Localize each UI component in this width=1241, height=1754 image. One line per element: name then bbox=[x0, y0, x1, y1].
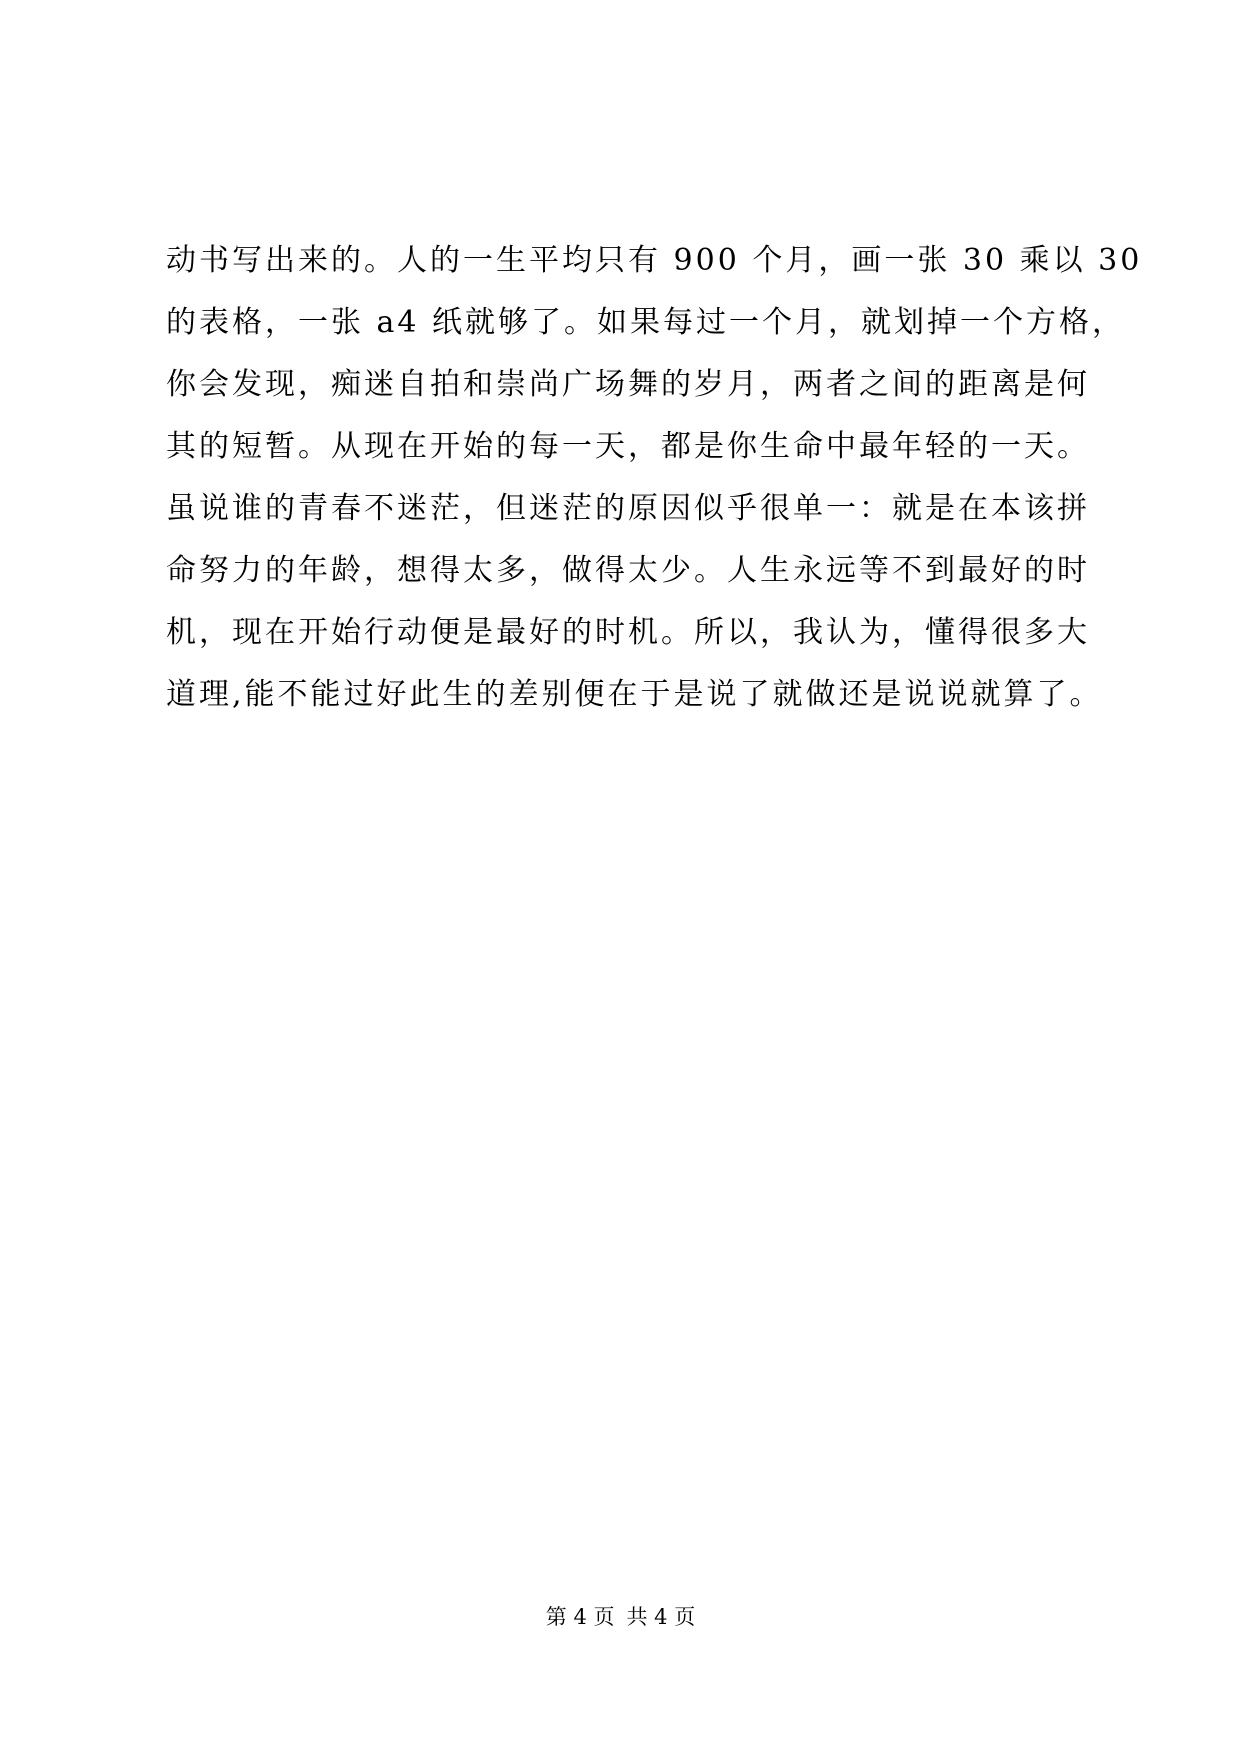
body-paragraph bbox=[166, 230, 1143, 726]
paragraph-line: 机，现在开始行动便是最好的时机。所以，我认为，懂得很多大 bbox=[166, 615, 1090, 650]
paragraph-line: 虽说谁的青春不迷茫，但迷茫的原因似乎很单一：就是在本该拼 bbox=[166, 491, 1090, 526]
paragraph-line: 道理,能不能过好此生的差别便在于是说了就做还是说说就算了。 bbox=[166, 677, 1103, 712]
page-footer bbox=[0, 1602, 1241, 1632]
page-number-current: 第 4 页 bbox=[545, 1605, 615, 1629]
paragraph-line: 其的短暂。从现在开始的每一天，都是你生命中最年轻的一天。 bbox=[166, 429, 1090, 464]
paragraph-line: 的表格，一张 a4 纸就够了。如果每过一个月，就划掉一个方格， bbox=[166, 305, 1126, 340]
paragraph-line: 你会发现，痴迷自拍和崇尚广场舞的岁月，两者之间的距离是何 bbox=[166, 367, 1090, 402]
paragraph-line: 命努力的年龄，想得太多，做得太少。人生永远等不到最好的时 bbox=[166, 553, 1090, 588]
page-number-total: 共 4 页 bbox=[626, 1605, 696, 1629]
paragraph-line: 动书写出来的。人的一生平均只有 900 个月，画一张 30 乘以 30 bbox=[166, 243, 1143, 278]
